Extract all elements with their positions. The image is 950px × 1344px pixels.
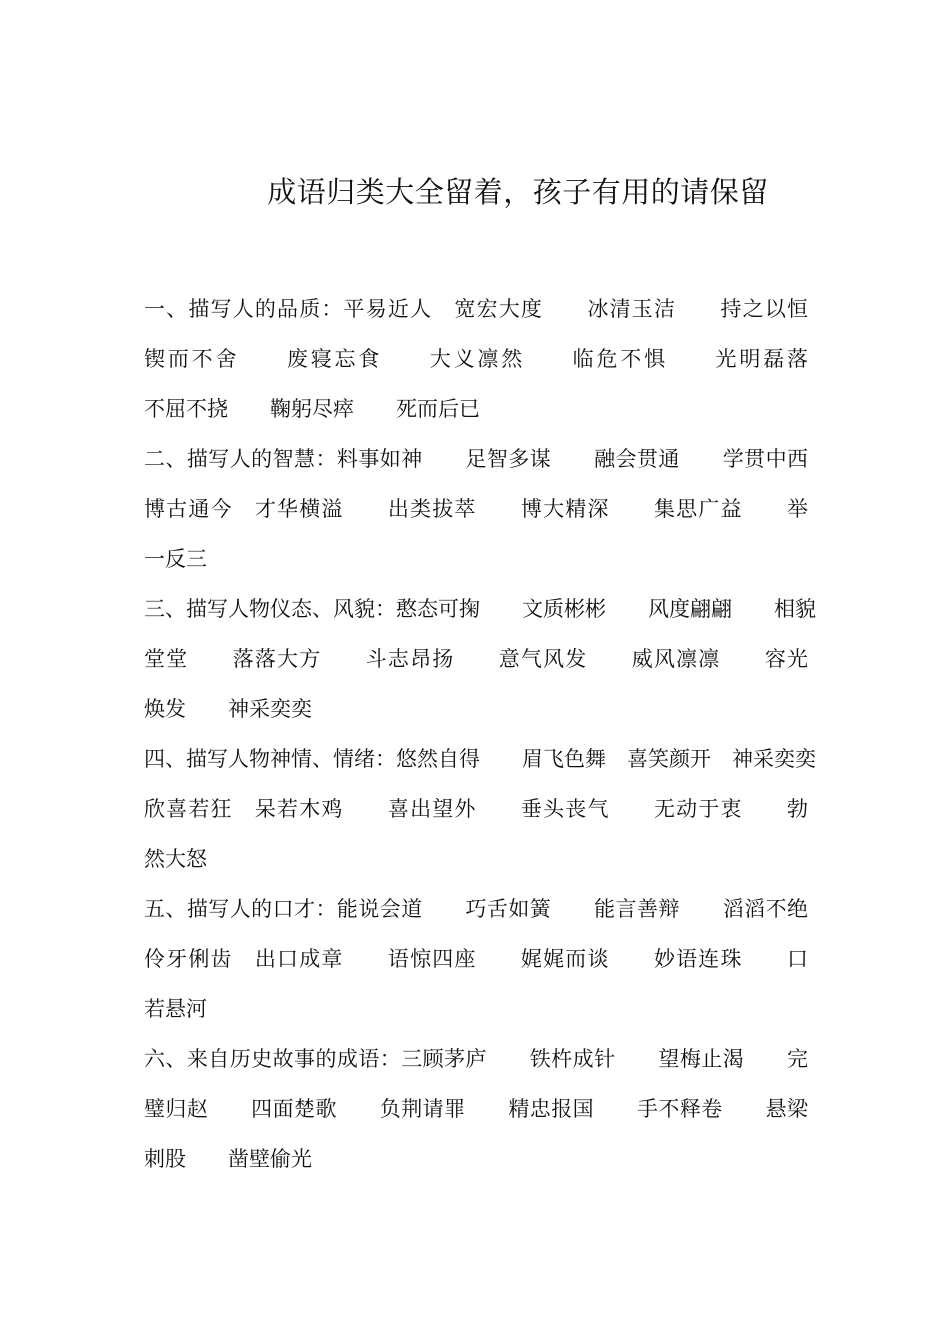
text-line: 五、描写人的口才：能说会道 巧舌如簧 能言善辩 滔滔不绝 <box>144 897 808 921</box>
idiom-list <box>144 284 816 1184</box>
text-line: 欣喜若狂 呆若木鸡 喜出望外 垂头丧气 无动于衷 勃 <box>144 797 808 821</box>
text-line: 二、描写人的智慧：料事如神 足智多谋 融会贯通 学贯中西 <box>144 447 808 471</box>
document-title: 成语归类大全留着，孩子有用的请保留 <box>267 175 769 209</box>
text-line: 然大怒 <box>144 847 207 871</box>
text-line: 堂堂 落落大方 斗志昂扬 意气风发 威风凛凛 容光 <box>144 647 808 671</box>
text-line: 璧归赵 四面楚歌 负荆请罪 精忠报国 手不释卷 悬梁 <box>144 1097 808 1121</box>
text-line: 博古通今 才华横溢 出类拔萃 博大精深 集思广益 举 <box>144 497 808 521</box>
text-line: 三、描写人物仪态、风貌：憨态可掬 文质彬彬 风度翩翩 相貌 <box>144 597 816 621</box>
text-line: 一反三 <box>144 547 207 571</box>
text-line: 六、来自历史故事的成语：三顾茅庐 铁杵成针 望梅止渴 完 <box>144 1047 808 1071</box>
text-line: 焕发 神采奕奕 <box>144 697 312 721</box>
text-line: 伶牙俐齿 出口成章 语惊四座 娓娓而谈 妙语连珠 口 <box>144 947 808 971</box>
text-line: 一、描写人的品质：平易近人 宽宏大度 冰清玉洁 持之以恒 <box>144 297 808 321</box>
text-line: 锲而不舍 废寝忘食 大义凛然 临危不惧 光明磊落 <box>144 347 808 371</box>
text-line: 若悬河 <box>144 997 207 1021</box>
text-line: 不屈不挠 鞠躬尽瘁 死而后已 <box>144 397 480 421</box>
text-line: 四、描写人物神情、情绪：悠然自得 眉飞色舞 喜笑颜开 神采奕奕 <box>144 747 816 771</box>
text-line: 刺股 凿壁偷光 <box>144 1147 312 1171</box>
